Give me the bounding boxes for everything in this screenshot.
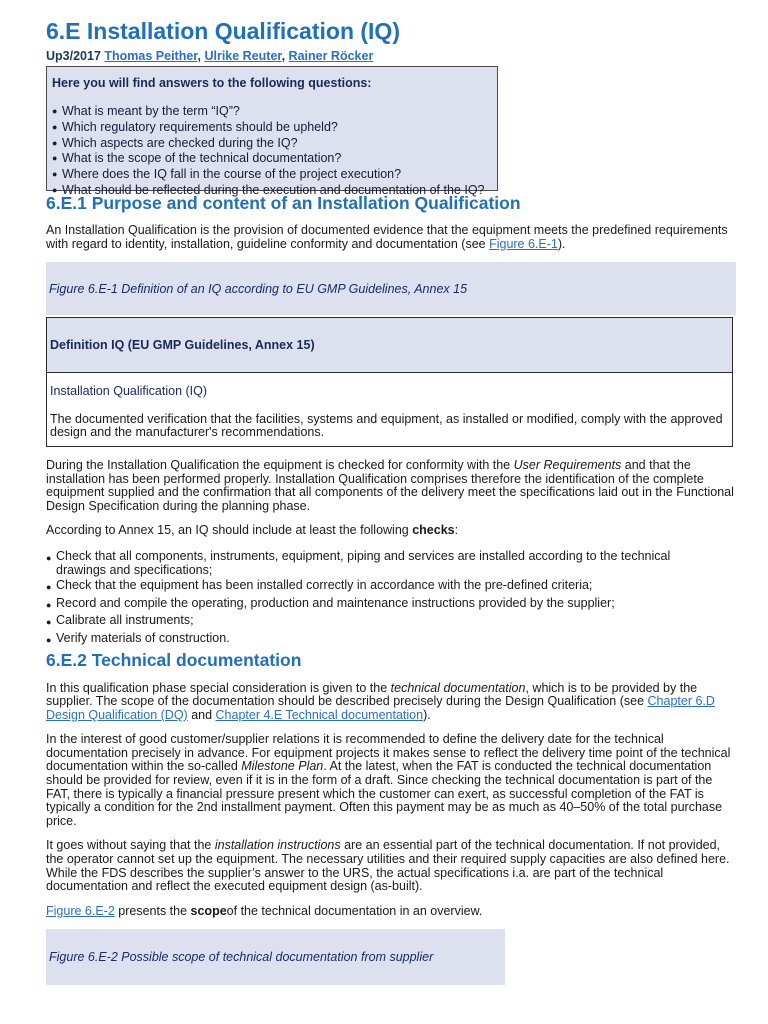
list-item: ● Verify materials of construction. — [46, 632, 736, 648]
paragraph: It goes without saying that the installation instructions are an essential part of the technical documentation. If not provided, the operator cannot set up the equipment. The necessary utilities and their required supply capacities are also defined here. While the FDS describes the supplier’s answer to the URS, the actual specifications i.a. are part of the technical documentation and reflect the executed equipment design (as-built). — [46, 838, 730, 894]
list-item: ● Calibrate all instruments; — [46, 614, 736, 630]
bullet-icon: ● — [46, 599, 52, 610]
bullet-icon: ● — [52, 153, 58, 164]
page-title: 6.E Installation Qualification (IQ) — [46, 18, 400, 44]
questions-list — [52, 104, 497, 199]
definition-header: Definition IQ (EU GMP Guidelines, Annex 15) — [47, 318, 732, 373]
figure-caption-6e1: Figure 6.E-1 Definition of an IQ according to EU GMP Guidelines, Annex 15 — [46, 262, 736, 315]
definition-body — [47, 373, 732, 446]
chapter-6d-link[interactable]: Chapter 6.D Design Qualification (DQ) — [46, 694, 715, 722]
list-item: ● What is the scope of the technical documentation? — [52, 151, 342, 166]
list-item: ● Where does the IQ fall in the course of the project execution? — [52, 167, 402, 182]
definition-table — [46, 317, 733, 447]
paragraph: In the interest of good customer/supplier relations it is recommended to define the delivery date for the technical documentation precisely in advance. For equipment projects it makes sense to reflect the delivery time point of the technical documentation within the so-called Milestone Plan. At the latest, when the FAT is conducted the technical documentation should be provided for review, even if it is in the form of a draft. Since checking the technical documentation is part of the FAT, there is typically a financial pressure present which the customer can exert, as successful completion of the FAT is typically a condition for the 2nd installment payment. Often this payment may be as much as 40–50% of the total purchase price. — [46, 732, 731, 828]
paragraph: Figure 6.E-2 presents the scopeof the technical documentation in an overview. — [46, 903, 483, 918]
bullet-icon: ● — [46, 552, 52, 563]
figure-6e1-link[interactable]: Figure 6.E-1 — [489, 236, 558, 251]
bullet-icon: ● — [46, 617, 52, 628]
figure-6e2-link[interactable]: Figure 6.E-2 — [46, 903, 115, 918]
author-link[interactable]: Rainer Röcker — [288, 49, 374, 63]
author-link[interactable]: Thomas Peither — [104, 49, 198, 63]
chapter-4e-link[interactable]: Chapter 4.E Technical documentation — [215, 707, 424, 722]
bullet-icon: ● — [52, 121, 58, 132]
byline: Up3/2017 Thomas Peither, Ulrike Reuter, Rainer Röcker — [46, 49, 374, 63]
document-page — [46, 14, 736, 985]
section-heading-technical-documentation: 6.E.2 Technical documentation — [46, 649, 302, 670]
paragraph: During the Installation Qualification the equipment is checked for conformity with the User Requirements and that the installation has been performed properly. Installation Qualification comprises therefore the identification of the complete equipment supplied and the confirmation that all components of the delivery meet the specifications laid out in the Functional Design Specification during the planning phase. — [46, 457, 734, 513]
paragraph: In this qualification phase special consideration is given to the technical documentation, which is to be provided by the supplier. The scope of the documentation should be described precisely during the Design Qualification (see Chapter 6.D Design Qualification (DQ) and Chapter 4.E Technical documentation). — [46, 680, 715, 722]
author-link[interactable]: Ulrike Reuter — [204, 49, 282, 63]
paragraph: According to Annex 15, an IQ should include at least the following checks: — [46, 523, 459, 538]
list-item: ● Which aspects are checked during the IQ? — [52, 135, 298, 150]
bullet-icon: ● — [52, 137, 58, 148]
bullet-icon: ● — [52, 169, 58, 180]
figure-caption-6e2: Figure 6.E-2 Possible scope of technical documentation from supplier — [46, 929, 505, 985]
checks-list — [46, 550, 736, 648]
intro-paragraph: An Installation Qualification is the provision of documented evidence that the equipment meets the predefined requirements with regard to identity, installation, guideline conformity and documentation (see Figure 6.E-1). — [46, 223, 728, 251]
questions-box — [46, 66, 498, 197]
bullet-icon: ● — [52, 184, 58, 195]
list-item: ● What is meant by the term “IQ”? — [52, 104, 240, 118]
bullet-icon: ● — [46, 582, 52, 593]
bullet-icon: ● — [46, 634, 52, 645]
definition-term: Installation Qualification (IQ) — [50, 384, 208, 399]
section-heading-purpose: 6.E.1 Purpose and content of an Installation Qualification — [46, 193, 521, 213]
list-item: ● Check that all components, instruments, equipment, piping and services are installed according to the technical drawings and specifications; — [46, 548, 671, 577]
issue-label: Up3/2017 — [46, 49, 101, 63]
list-item: ● What should be reflected during the execution and documentation of the IQ? — [52, 182, 485, 197]
definition-text: The documented verification that the facilities, systems and equipment, as installed or modified, comply with the approved design and the manufacturer's recommendations. — [50, 411, 723, 440]
list-item: ● Check that the equipment has been installed correctly in accordance with the pre-defined criteria; — [46, 579, 736, 595]
bullet-icon: ● — [52, 106, 58, 116]
list-item: ● Record and compile the operating, production and maintenance instructions provided by the supplier; — [46, 597, 736, 613]
list-item: ● Which regulatory requirements should be upheld? — [52, 119, 338, 134]
questions-heading: Here you will find answers to the following questions: — [52, 76, 372, 90]
